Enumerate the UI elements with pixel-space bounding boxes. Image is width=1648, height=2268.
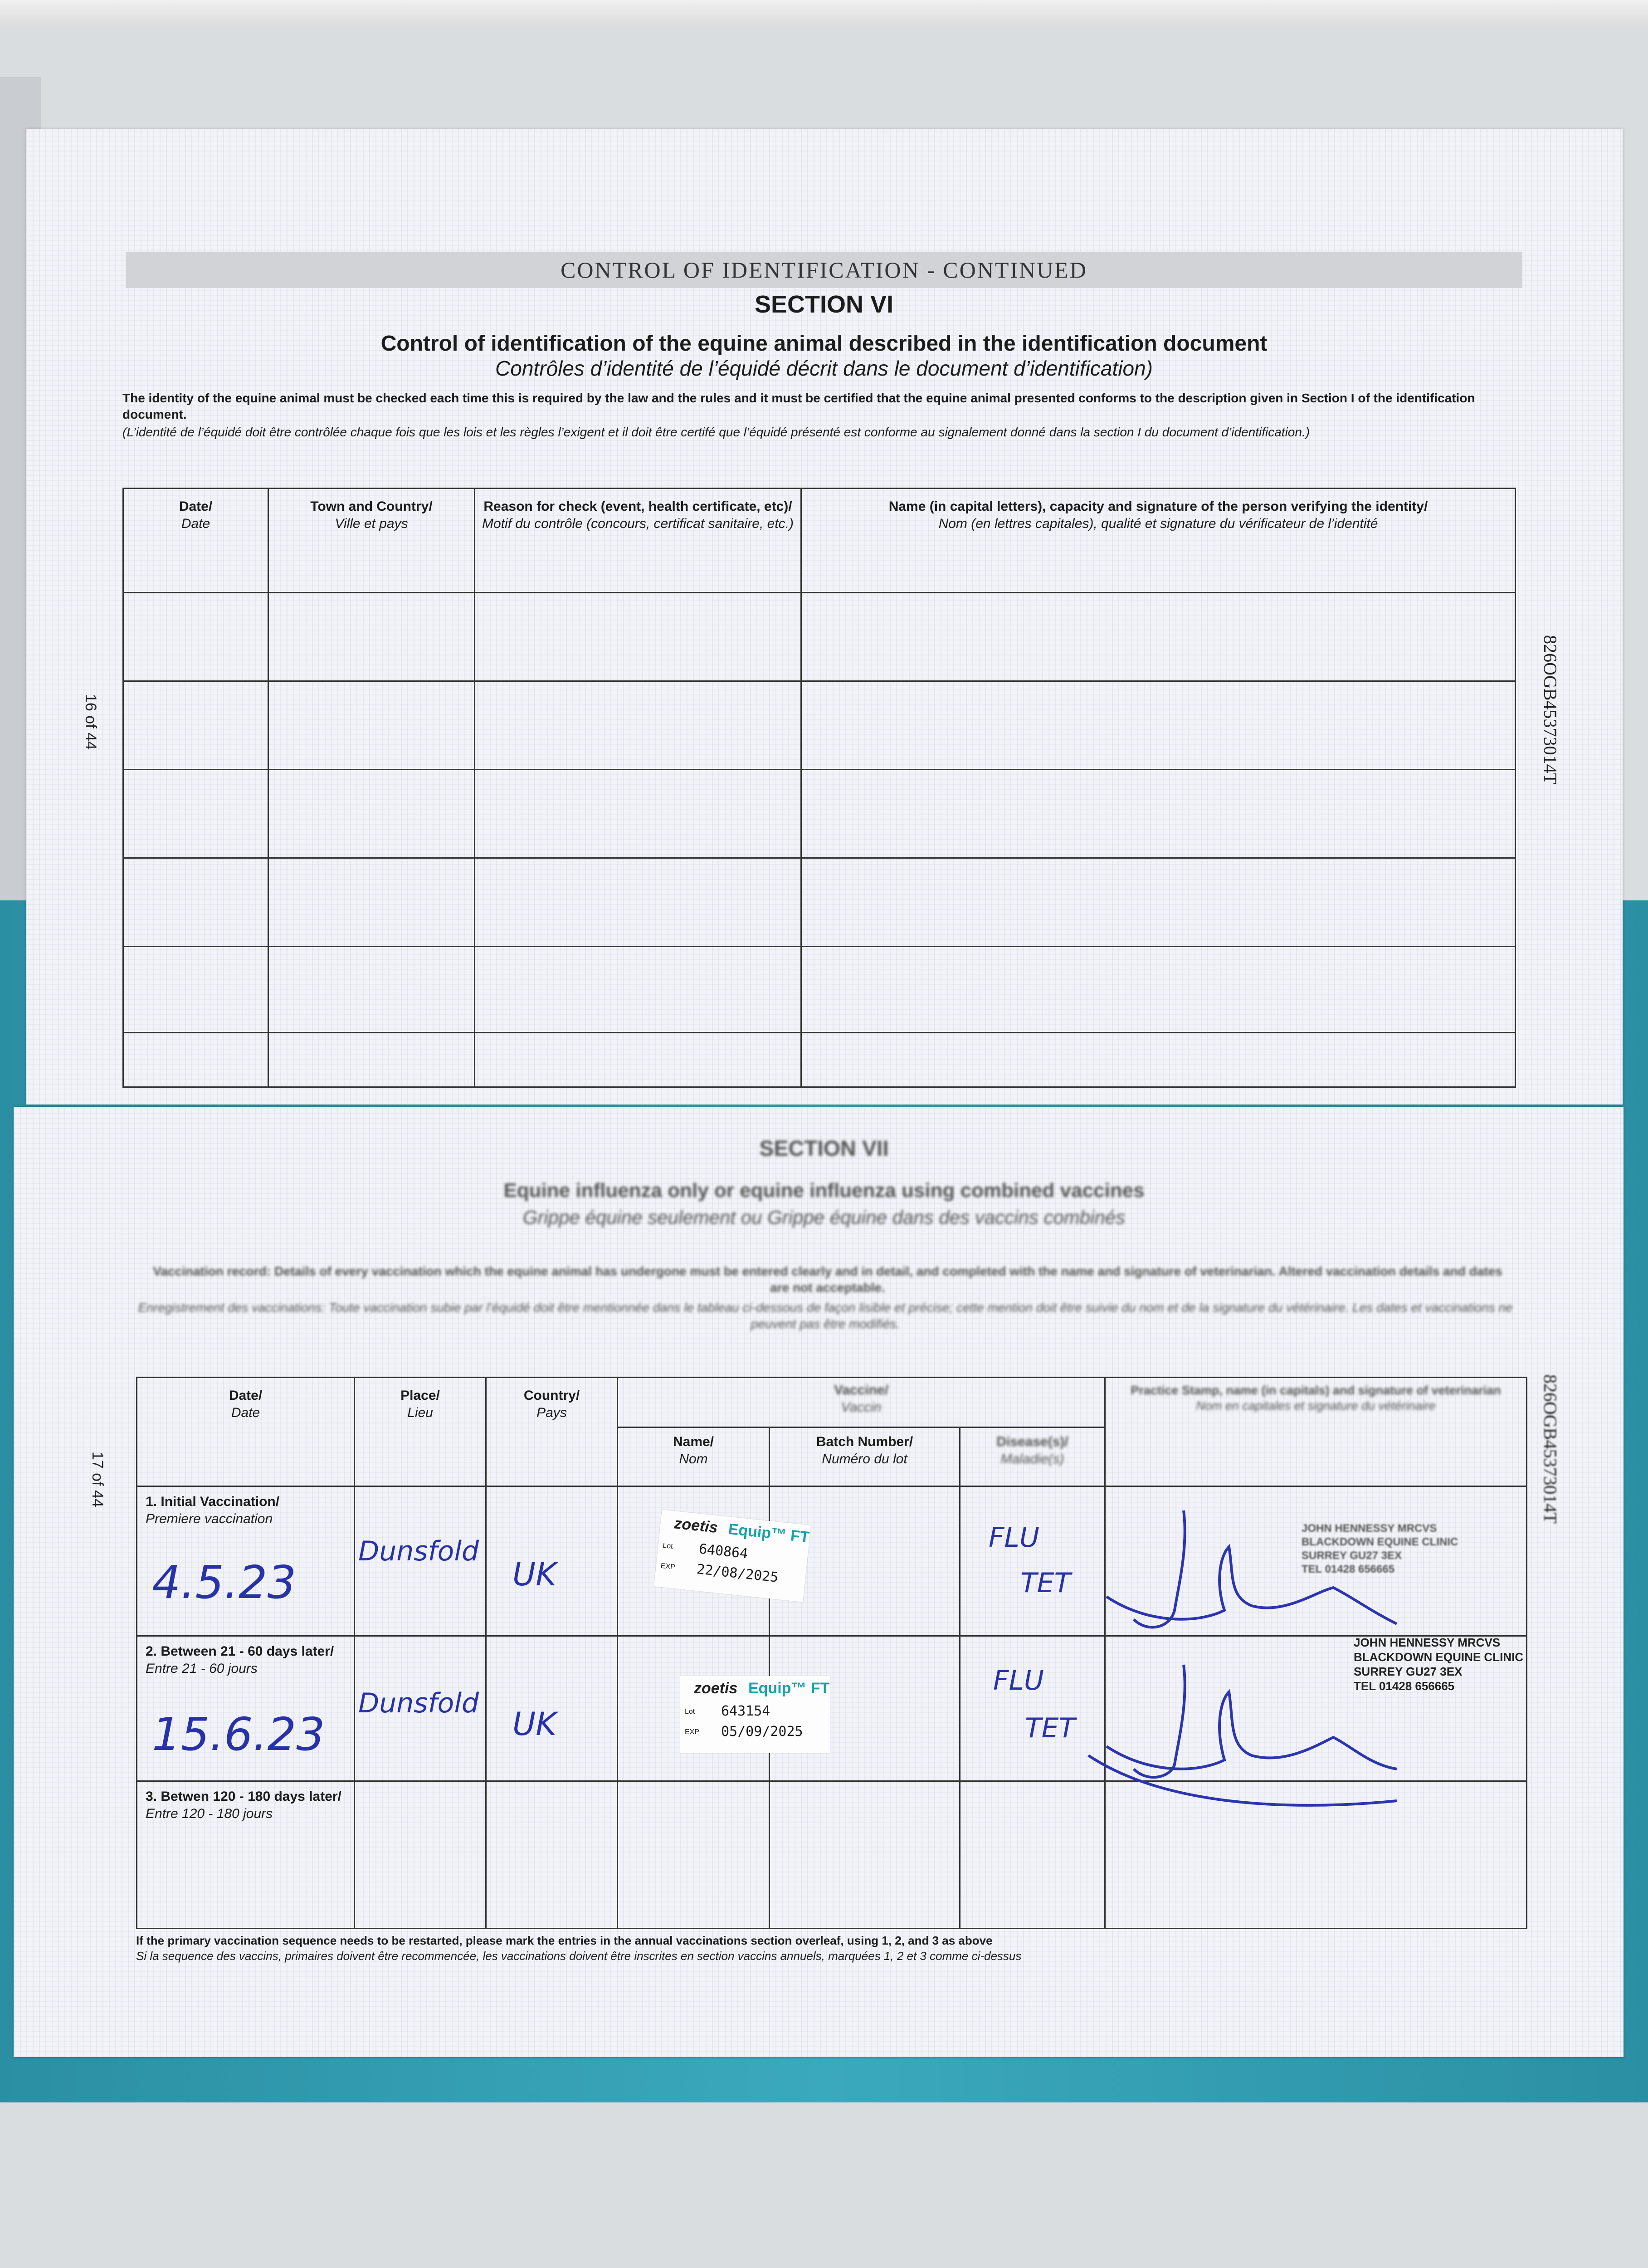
- column-header-reason: Reason for check (event, health certificate, etc)/ Motif du contrôle (concours, certificat sanitaire, etc.): [475, 489, 801, 593]
- cell[interactable]: [475, 1033, 801, 1087]
- section-title-fr: Grippe équine seulement ou Grippe équine dans des vaccins combinés: [522, 1207, 1126, 1228]
- section-title: Control of identification of the equine animal described in the identification document: [380, 332, 1268, 356]
- column-header-town: Town and Country/ Ville et pays: [268, 489, 475, 593]
- page-number: 17 of 44: [89, 1452, 106, 1507]
- cell[interactable]: [475, 858, 801, 947]
- cell[interactable]: [268, 593, 475, 681]
- practice-stamp: JOHN HENNESSY MRCVS BLACKDOWN EQUINE CLINIC SURREY GU27 3EX TEL 01428 656665: [1354, 1636, 1524, 1693]
- column-header-disease: Disease(s)/ Maladie(s): [960, 1427, 1105, 1486]
- cell[interactable]: [801, 770, 1516, 858]
- intro-text: The identity of the equine animal must be checked each time this is required by the law and the rules and it must be certified that the equine animal presented conforms to the description given in Section I of the identification document.: [122, 391, 1475, 421]
- cell[interactable]: [123, 858, 268, 947]
- section-heading: SECTION VII: [759, 1137, 889, 1161]
- table-row: [123, 858, 1516, 947]
- table-row: [123, 770, 1516, 858]
- section-title: Equine influenza only or equine influenza using combined vaccines: [503, 1179, 1145, 1202]
- intro-text: Vaccination record: Details of every vaccination which the equine animal has undergone must be entered clearly and in detail, and completed with the name and signature of veterinarian. Altered vaccination details and dates are not acceptable.: [153, 1264, 1502, 1295]
- cell[interactable]: [268, 858, 475, 947]
- column-header-date: Date/ Date: [137, 1378, 355, 1486]
- vaccine-sticker: zoetis Equip™ FT Lot 643154 EXP 05/09/2025: [680, 1676, 830, 1753]
- handwritten-disease: FLU: [989, 1522, 1039, 1554]
- intro-text-fr: (L’identité de l’équidé doit être contrôlée chaque fois que les lois et les règles l’exigent et il doit être certifé que l’équidé présenté est conforme au signalement donné dans la section I du document d’identification.): [122, 425, 1310, 439]
- cell[interactable]: [801, 858, 1516, 947]
- cell[interactable]: [801, 593, 1516, 681]
- handwritten-country: UK: [512, 1706, 557, 1743]
- vet-signature: [1079, 1492, 1442, 1819]
- cell[interactable]: [123, 681, 268, 770]
- passport-number: 826OGB45373014T: [1540, 1374, 1560, 1524]
- table-row: [123, 681, 1516, 770]
- section-title-fr: Contrôles d’identité de l’équidé décrit dans le document d’identification): [495, 357, 1153, 380]
- cell[interactable]: [475, 770, 801, 858]
- cell[interactable]: [475, 947, 801, 1033]
- handwritten-disease: TET: [1020, 1567, 1071, 1599]
- column-header-verifier: Name (in capital letters), capacity and signature of the person verifying the identity/ Nom (en lettres capitales), qualité et signature du vérificateur de l’identité: [801, 489, 1516, 593]
- cell[interactable]: [268, 770, 475, 858]
- cell[interactable]: [123, 593, 268, 681]
- table-row: [123, 593, 1516, 681]
- cell[interactable]: [355, 1781, 486, 1929]
- page-number: 16 of 44: [82, 694, 99, 750]
- row-label: 1. Initial Vaccination/ Premiere vaccination: [137, 1486, 355, 1636]
- cell[interactable]: [770, 1781, 960, 1929]
- column-header-vaccine: Vaccine/ Vaccin: [618, 1378, 1105, 1427]
- table-row: [123, 947, 1516, 1033]
- cell[interactable]: [618, 1781, 770, 1929]
- column-header-practice: Practice Stamp, name (in capitals) and signature of veterinarian Nom en capitales et signature du vétérinaire: [1105, 1378, 1527, 1486]
- cell[interactable]: [475, 593, 801, 681]
- handwritten-place: Dunsfold: [358, 1687, 479, 1719]
- cell[interactable]: [801, 947, 1516, 1033]
- cell[interactable]: [486, 1781, 618, 1929]
- cell[interactable]: [123, 947, 268, 1033]
- column-header-country: Country/ Pays: [486, 1378, 618, 1486]
- page-banner: CONTROL OF IDENTIFICATION - CONTINUED: [126, 252, 1522, 288]
- cell[interactable]: [123, 1033, 268, 1087]
- handwritten-place: Dunsfold: [358, 1535, 479, 1567]
- cell[interactable]: [801, 1033, 1516, 1087]
- identity-check-table: [122, 488, 1516, 1088]
- column-header-vaccine-name: Name/ Nom: [618, 1427, 770, 1486]
- column-header-place: Place/ Lieu: [355, 1378, 486, 1486]
- handwritten-date: 15.6.23: [152, 1708, 325, 1761]
- table-row: [123, 1033, 1516, 1087]
- cell[interactable]: [268, 947, 475, 1033]
- practice-stamp: JOHN HENNESSY MRCVS BLACKDOWN EQUINE CLINIC SURREY GU27 3EX TEL 01428 656665: [1302, 1522, 1458, 1575]
- column-header-date: Date/ Date: [123, 489, 268, 593]
- section-heading: SECTION VI: [754, 291, 894, 318]
- cell[interactable]: [123, 770, 268, 858]
- row-label: 3. Betwen 120 - 180 days later/ Entre 120 - 180 jours: [137, 1781, 355, 1929]
- scanner-edge: [0, 0, 1648, 27]
- vaccine-sticker: zoetis Equip™ FT Lot 640864 EXP 22/08/2025: [654, 1510, 811, 1602]
- handwritten-date: 4.5.23: [152, 1556, 297, 1609]
- row-label: 2. Between 21 - 60 days later/ Entre 21 - 60 jours: [137, 1636, 355, 1781]
- cell[interactable]: [268, 1033, 475, 1087]
- handwritten-country: UK: [512, 1556, 557, 1593]
- footnote-fr: Si la sequence des vaccins, primaires doivent être recommencée, les vaccinations doivent être inscrites en section vaccins annuels, marquées 1, 2 et 3 comme ci-dessus: [136, 1949, 1022, 1963]
- footnote: If the primary vaccination sequence needs to be restarted, please mark the entries in the annual vaccinations section overleaf, using 1, 2, and 3 as above: [136, 1934, 993, 1947]
- column-header-batch: Batch Number/ Numéro du lot: [770, 1427, 960, 1486]
- intro-text-fr: Enregistrement des vaccinations: Toute vaccination subie par l’équidé doit être mentionnée dans le tableau ci-dessous de façon lisible et précise; cette mention doit être suivie du nom et de la signature du vétérinaire. Les dates et vaccinations ne peuvent pas être modifiés.: [138, 1300, 1513, 1331]
- cell[interactable]: [475, 681, 801, 770]
- passport-number: 826OGB45373014T: [1540, 635, 1560, 784]
- handwritten-disease: FLU: [993, 1665, 1044, 1696]
- cell[interactable]: [268, 681, 475, 770]
- cell[interactable]: [801, 681, 1516, 770]
- handwritten-disease: TET: [1025, 1712, 1076, 1744]
